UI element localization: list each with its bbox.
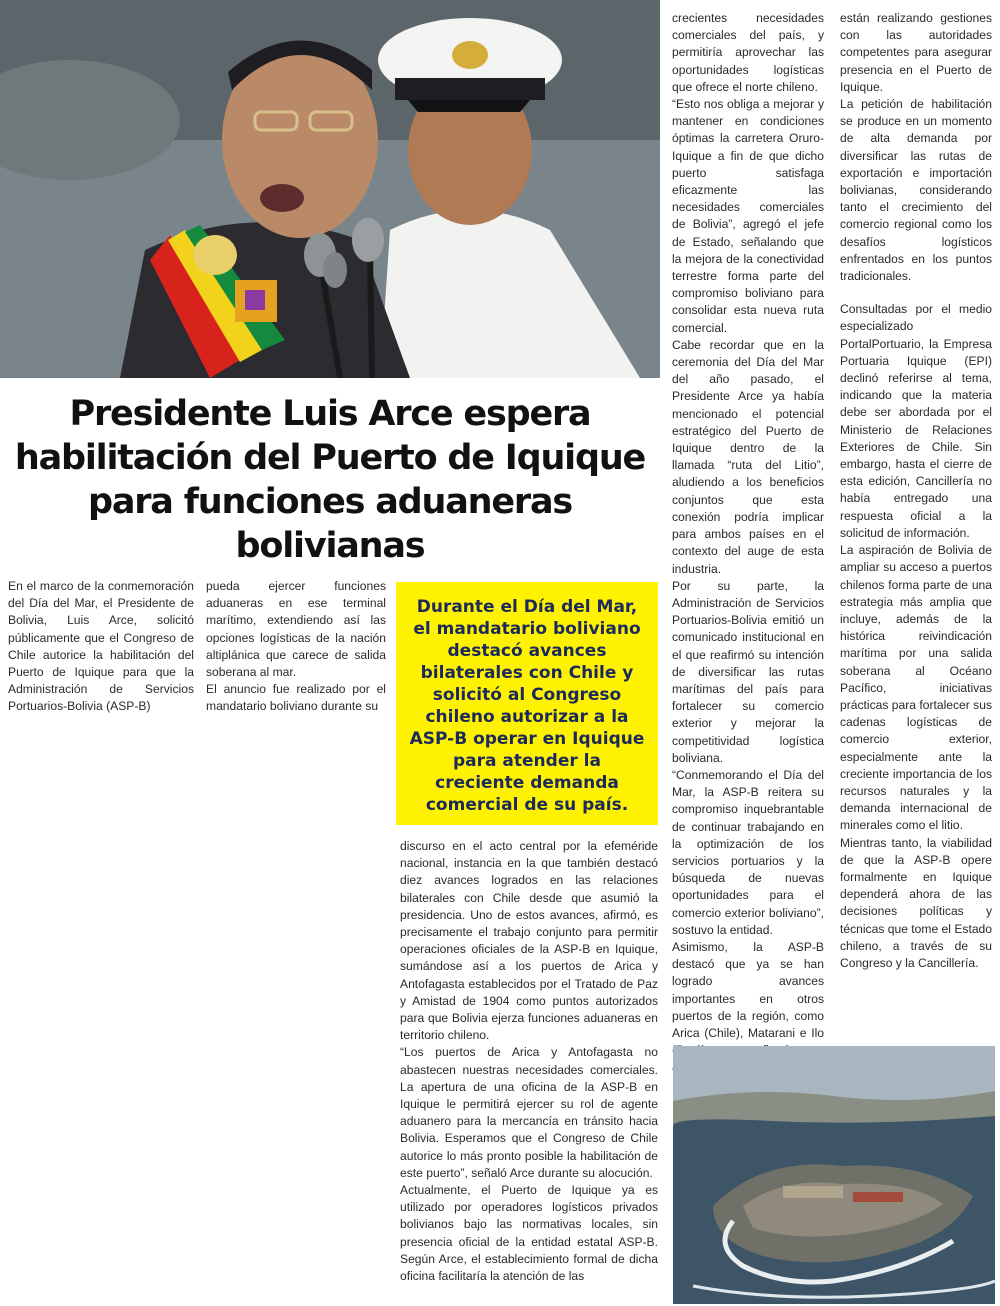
port-aerial-illustration xyxy=(673,1046,995,1304)
headline-line-2: habilitación del Puerto de Iquique xyxy=(14,438,646,478)
paragraph: El anuncio fue realizado por el mandatario boliviano durante su xyxy=(206,682,386,714)
body-column-3 xyxy=(400,838,658,1285)
body-column-2 xyxy=(206,578,386,716)
paragraph: pueda ejercer funciones aduaneras en ese terminal marítimo, extendiendo así las opciones logísticas de la nación altiplánica que carece de salida soberana al mar. xyxy=(206,579,386,680)
paragraph: “Los puertos de Arica y Antofagasta no abastecen nuestras necesidades comerciales. La apertura de una oficina de la ASP-B en Iquique le permitirá ejercer su rol de agente aduanero para la mercancía en tránsito hacia Bolivia. Esperamos que el Congreso de Chile autorice lo más pronto posible la habilitación de este puerto”, señaló Arce durante su alocución. xyxy=(400,1045,658,1180)
body-column-1 xyxy=(8,578,194,716)
article-headline xyxy=(0,392,660,568)
paragraph: “Esto nos obliga a mejorar y mantener en condiciones óptimas la carretera Oruro-Iquique a fin de que dicho puerto satisfaga eficazmente las necesidades comerciales de Bolivia”, agregó el jefe de Estado, señalando que la mejora de la conectividad terrestre forma parte del compromiso boliviano para consolidar esta nueva ruta comercial. xyxy=(672,97,824,335)
pull-quote-box xyxy=(396,582,658,825)
paragraph: están realizando gestiones con las autoridades competentes para asegurar presencia en el Puerto de Iquique. xyxy=(840,11,992,94)
port-photo xyxy=(673,1046,995,1304)
main-photo xyxy=(0,0,660,378)
paragraph: discurso en el acto central por la efeméride nacional, instancia en la que también destacó diez avances logrados en las relaciones bilaterales con Chile desde que asumió la presidencia. Uno de estos avances, afirmó, es precisamente el trabajo conjunto para permitir operaciones oficiales de la ASP-B en Iquique, sumándose así a los puertos de Arica y Antofagasta establecidos por el Tratado de Paz y Amistad de 1904 como puntos autorizados para que Bolivia ejerza funciones aduaneras en territorio chileno. xyxy=(400,839,658,1043)
paragraph: Actualmente, el Puerto de Iquique ya es utilizado por operadores logísticos privados bolivianos bajo las normativas locales, sin presencia oficial de la entidad estatal ASP-B. Según Arce, el establecimiento formal de dicha oficina facilitaría la atención de las xyxy=(400,1183,658,1284)
paragraph: La aspiración de Bolivia de ampliar su acceso a puertos chilenos forma parte de una estrategia más amplia que incluye, además de la histórica reivindicación marítima por una salida soberana al Océano Pacífico, iniciativas prácticas para fortalecer sus cadenas logísticas de comercio exterior, especialmente ante la creciente importancia de los recursos naturales y la demanda internacional de minerales como el litio. xyxy=(840,543,992,833)
president-photo-illustration xyxy=(0,0,660,378)
body-column-5 xyxy=(840,10,992,972)
paragraph: “Conmemorando el Día del Mar, la ASP-B reitera su compromiso inquebrantable de continuar trabajando en la optimización de los servicios portuarios y la búsqueda de nuevas oportunidades para el comercio exterior boliviano”, sostuvo la entidad. xyxy=(672,767,824,937)
paragraph: Asimismo, la ASP-B destacó que ya se han logrado avances importantes en otros puertos de la región, como Arica (Chile), Matarani e Ilo xyxy=(672,939,824,1040)
paragraph: Por su parte, la Administración de Servicios Portuarios-Bolivia emitió un comunicado institucional en el que reafirmó su intención de diversificar las rutas marítimas del país para fortalecer su comercio exterior y mejorar la competitividad logística boliviana. xyxy=(672,578,824,765)
headline-line-3: para funciones aduaneras bolivianas xyxy=(87,482,573,566)
paragraph: Cabe recordar que en la ceremonia del Día del Mar del año pasado, el Presidente Arce ya había mencionado el potencial estratégico del Puerto de Iquique dentro de la llamada “ruta del Litio”, aludiendo a los beneficios conjuntos que esta conexión podría implicar para ambos países en el contexto del auge de esta industria. xyxy=(672,337,824,576)
paragraph: Mientras tanto, la viabilidad de que la ASP-B opere formalmente en Iquique dependerá ahora de las decisiones políticas y técnicas que tome el Estado chileno, a través de su Congreso y la Cancillería. xyxy=(840,835,992,970)
paragraph: crecientes necesidades comerciales del país, y permitiría aprovechar las oportunidades logísticas que ofrece el norte chileno. xyxy=(672,11,824,94)
pull-quote-text: Durante el Día del Mar, el mandatario boliviano destacó avances bilaterales con Chile y solicitó al Congreso chileno autorizar a la ASP-B operar en Iquique para atender la creciente demanda comercial de su país. xyxy=(409,597,645,815)
body-column-4 xyxy=(672,10,824,1077)
headline-line-1: Presidente Luis Arce espera xyxy=(69,394,591,434)
paragraph: Consultadas por el medio especializado PortalPortuario, la Empresa Portuaria Iquique (EPI) declinó referirse al tema, indicando que la materia debe ser abordada por el Ministerio de Relaciones Exteriores de Chile. Sin embargo, hasta el cierre de esta edición, Cancillería no había entregado una respuesta oficial a la solicitud de información. xyxy=(840,302,992,540)
paragraph: La petición de habilitación se produce en un momento de alta demanda por diversificar las rutas de exportación e importación bolivianas, considerando tanto el crecimiento del comercio regional como los desafíos logísticos enfrentados en los puntos tradicionales. xyxy=(840,97,992,284)
paragraph: En el marco de la conmemoración del Día del Mar, el Presidente de Bolivia, Luis Arce, solicitó públicamente que el Congreso de Chile autorice la habilitación del Puerto de Iquique para que la Administración de Servicios Portuarios-Bolivia (ASP-B) xyxy=(8,579,194,714)
